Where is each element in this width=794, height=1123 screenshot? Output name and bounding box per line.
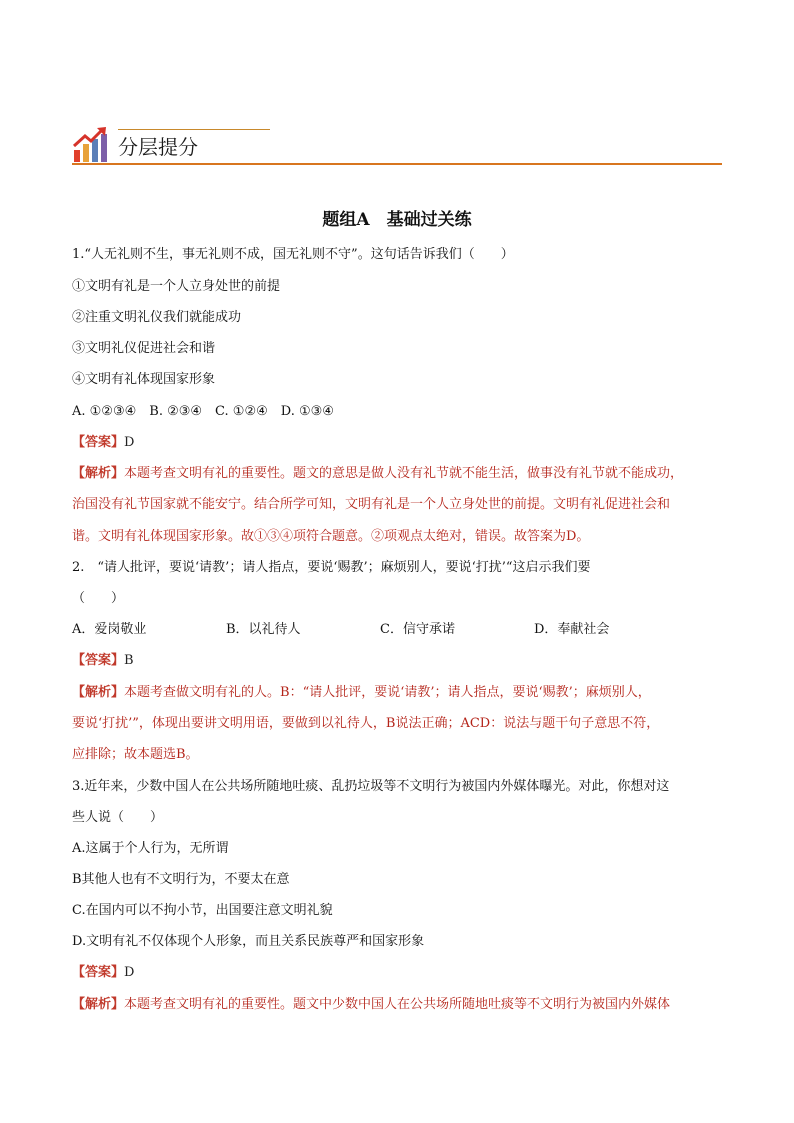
- q2-analysis-line-3: 应排除；故本题选B。: [72, 747, 199, 762]
- q3-stem: 3.近年来，少数中国人在公共场所随地吐痰、乱扔垃圾等不文明行为被国内外媒体曝光。对此，你想对这: [72, 779, 670, 794]
- q1-item-1: ①文明有礼是一个人立身处世的前提: [72, 279, 281, 294]
- section-header: [72, 126, 722, 168]
- q3-analysis-line-1: [72, 996, 670, 1014]
- q2-analysis-line-1: [72, 684, 651, 702]
- bar-chart-arrow-icon: [72, 126, 110, 164]
- answer-tag: 【答案】: [72, 965, 125, 980]
- q2-option-a: A．爱岗敬业: [72, 622, 147, 637]
- q1-analysis-line-3: 谐。文明有礼体现国家形象。故①③④项符合题意。②项观点太绝对，错误。故答案为D。: [72, 529, 590, 544]
- q2-analysis-line-2: 要说‘打扰’”，体现出要讲文明用语，要做到以礼待人，B说法正确；ACD：说法与题干句子意思不符，: [72, 716, 660, 731]
- q2-option-b: B．以礼待人: [226, 622, 301, 637]
- q3-analysis-text-1: 本题考查文明有礼的重要性。题文中少数中国人在公共场所随地吐痰等不文明行为被国内外媒体: [124, 997, 671, 1012]
- analysis-tag: 【解析】: [72, 997, 125, 1012]
- q1-options: A. ①②③④ B. ②③④ C. ①②④ D. ①③④: [72, 404, 334, 419]
- analysis-tag: 【解析】: [72, 685, 125, 700]
- q1-item-3: ③文明礼仪促进社会和谐: [72, 341, 216, 356]
- q2-stem: 2. “请人批评，要说‘请教’；请人指点，要说‘赐教’；麻烦别人，要说‘打扰’“这启示我们要: [72, 560, 591, 575]
- q2-option-d: D．奉献社会: [534, 622, 610, 637]
- q2-answer-value: B: [124, 653, 134, 668]
- q1-analysis-line-2: 治国没有礼节国家就不能安宁。结合所学可知，文明有礼是一个人立身处世的前提。文明有礼促进社会和: [72, 497, 671, 512]
- q3-option-d: D.文明有礼不仅体现个人形象，而且关系民族尊严和国家形象: [72, 934, 425, 949]
- answer-tag: 【答案】: [72, 435, 125, 450]
- q2-option-c: C．信守承诺: [380, 622, 455, 637]
- q2-answer: [72, 652, 134, 670]
- q3-answer-value: D: [124, 965, 135, 980]
- q2-analysis-text-1: 本题考查做文明有礼的人。B：“请人批评，要说‘请教’；请人指点，要说‘赐教’；麻烦别人，: [124, 685, 651, 700]
- q1-item-4: ④文明有礼体现国家形象: [72, 372, 216, 387]
- q1-answer-value: D: [124, 435, 135, 450]
- q1-analysis-text-1: 本题考查文明有礼的重要性。题文的意思是做人没有礼节就不能生活，做事没有礼节就不能成功，: [124, 466, 684, 481]
- q1-item-2: ②注重文明礼仪我们就能成功: [72, 310, 242, 325]
- header-top-line: [118, 129, 270, 130]
- q2-stem-cont: （ ）: [72, 591, 125, 606]
- q1-answer: [72, 434, 134, 452]
- header-title: 分层提分: [118, 135, 198, 159]
- q1-stem: 1.“人无礼则不生，事无礼则不成，国无礼则不守”。这句话告诉我们（ ）: [72, 247, 514, 262]
- analysis-tag: 【解析】: [72, 466, 125, 481]
- q3-option-c: C.在国内可以不拘小节，出国要注意文明礼貌: [72, 903, 333, 918]
- q1-analysis-line-1: [72, 465, 683, 483]
- q3-answer: [72, 964, 134, 982]
- q3-stem-cont: 些人说（ ）: [72, 810, 164, 825]
- q3-option-a: A.这属于个人行为，无所谓: [72, 841, 229, 856]
- q3-option-b: B其他人也有不文明行为，不要太在意: [72, 872, 290, 887]
- header-underline: [72, 163, 722, 165]
- section-title: 题组A 基础过关练: [322, 210, 472, 230]
- answer-tag: 【答案】: [72, 653, 125, 668]
